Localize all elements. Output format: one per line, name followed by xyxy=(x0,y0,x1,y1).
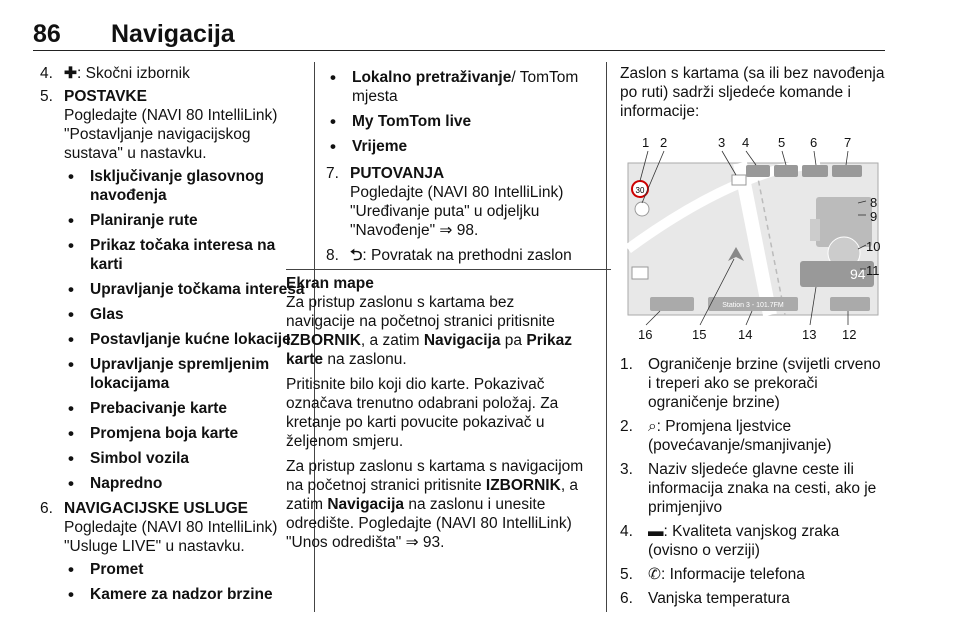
column-2 xyxy=(286,64,591,558)
bullet-item: • Vrijeme xyxy=(326,137,591,156)
legend-item-4: 4. ▬: Kvaliteta vanjskog zraka (ovisno o verziji) xyxy=(620,523,840,559)
item-desc: Pogledajte (NAVI 80 IntelliLink) "Usluge LIVE" u nastavku. xyxy=(64,519,278,555)
legend-item-5: 5. ✆: Informacije telefona xyxy=(620,566,805,583)
intro-text: Zaslon s kartama (sa ili bez navođenja po ruti) sadrži sljedeće komande i informacije: xyxy=(620,65,885,120)
back-arrow-icon: ⮌ xyxy=(350,247,363,264)
paragraph: Pritisnite bilo koji dio karte. Pokazivač označava trenutno odabrani položaj. Za kretanje po karti povucite pokazivač u željenom smjeru. xyxy=(286,376,559,450)
page-header xyxy=(33,20,953,50)
bullet-item: • Isključivanje glasovnog navođenja xyxy=(64,167,305,205)
item-desc: Pogledajte (NAVI 80 IntelliLink) "Postavljanje navigacijskog sustava" u nastavku. xyxy=(64,107,278,162)
bullet-item: • Postavljanje kućne lokacije xyxy=(64,330,305,349)
svg-text:94: 94 xyxy=(850,266,866,282)
bullet-item: • My TomTom live xyxy=(326,112,591,131)
paragraph: Za pristup zaslonu s kartama bez navigacije na početnoj stranici pritisnite IZBORNIK, a zatim Navigacija pa Prikaz karte na zaslonu. xyxy=(286,294,573,368)
svg-text:30: 30 xyxy=(635,186,645,195)
bullet-item: • Lokalno pretraživanje/ TomTom mjesta xyxy=(326,68,591,106)
column-divider-2 xyxy=(606,62,607,612)
bullet-item: • Upravljanje točkama interesa xyxy=(64,280,305,299)
legend-item-2: 2. ⌕: Promjena ljestvice (povećavanje/smanjivanje) xyxy=(620,418,832,454)
page-title: Navigacija xyxy=(111,20,235,48)
ekran-section xyxy=(286,274,586,552)
bullet-item: • Promet xyxy=(64,560,305,579)
item-title: POSTAVKE xyxy=(64,88,147,105)
header-rule xyxy=(33,50,885,51)
item-desc: Pogledajte (NAVI 80 IntelliLink) "Uređivanje puta" u odjeljku "Navođenje" ⇒ 98. xyxy=(350,184,564,239)
bullet-item: • Simbol vozila xyxy=(64,449,305,468)
map-screen-illustration: 30 94 Station 3 - 101.7FM 1 2 3 4 5 6 7 8 9 10 11 16 15 14 13 12 xyxy=(620,129,886,341)
legend-item-3: 3. Naziv sljedeće glavne ceste ili informacija znaka na cesti, ako je primjenjivo xyxy=(620,461,877,516)
bullet-item: • Glas xyxy=(64,305,305,324)
page-number: 86 xyxy=(33,20,61,48)
paragraph: Za pristup zaslonu s kartama s navigacijom na početnoj stranici pritisnite IZBORNIK, a zatim Navigacija na zaslonu i unesite odredište. Pogledajte (NAVI 80 IntelliLink) "Unos odredišta" ⇒ 93. xyxy=(286,458,584,551)
bullet-item: • Prikaz točaka interesa na karti xyxy=(64,236,305,274)
section-title: Ekran mape xyxy=(286,275,374,292)
item-title: NAVIGACIJSKE USLUGE xyxy=(64,500,249,517)
plus-icon: ✚ xyxy=(64,65,77,82)
bullet-item: • Napredno xyxy=(64,474,305,493)
services-bullets xyxy=(40,560,305,604)
svg-text:Station 3 - 101.7FM: Station 3 - 101.7FM xyxy=(722,302,784,309)
list-item-6: 6. NAVIGACIJSKE USLUGE Pogledajte (NAVI 80 IntelliLink) "Usluge LIVE" u nastavku. xyxy=(40,499,305,556)
item-title: PUTOVANJA xyxy=(350,165,445,182)
legend-item-1: 1. Ograničenje brzine (svijetli crveno i treperi ako se prekorači ograničenje brzine) xyxy=(620,356,881,411)
list-item-7: 7. PUTOVANJA Pogledajte (NAVI 80 IntelliLink) "Uređivanje puta" u odjeljku "Navođenje" ⇒ 98. xyxy=(326,164,591,240)
legend-item-6: 6. Vanjska temperatura xyxy=(620,590,790,607)
column-3 xyxy=(620,64,888,613)
bullet-item: • Kamere za nadzor brzine xyxy=(64,585,305,604)
column-1 xyxy=(40,64,305,610)
bullet-item: • Upravljanje spremljenim lokacijama xyxy=(64,355,305,393)
bullet-item: • Promjena boja karte xyxy=(64,424,305,443)
bullet-item: • Planiranje rute xyxy=(64,211,305,230)
list-item-8: 8. ⮌: Povratak na prethodni zaslon xyxy=(326,247,572,264)
settings-bullets xyxy=(40,167,305,493)
list-item-5: 5. POSTAVKE Pogledajte (NAVI 80 IntelliLink) "Postavljanje navigacijskog sustava" u nastavku. xyxy=(40,87,305,163)
bullet-item: • Prebacivanje karte xyxy=(64,399,305,418)
section-rule xyxy=(286,269,611,270)
map-svg xyxy=(620,129,886,341)
list-item-4: 4. ✚: Skočni izbornik xyxy=(40,65,190,82)
